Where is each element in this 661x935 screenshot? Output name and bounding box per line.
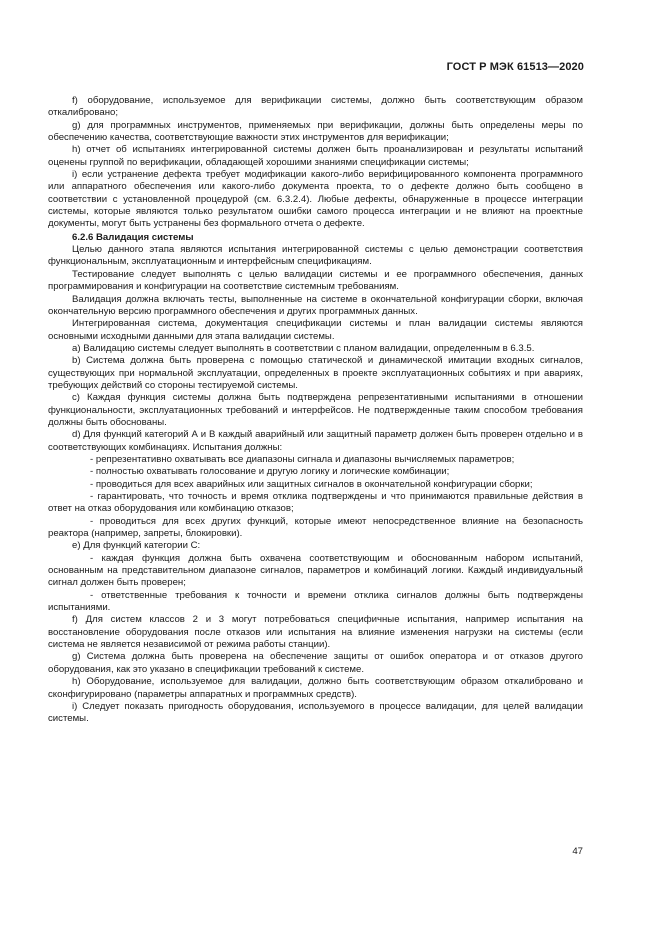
dash-item: - проводиться для всех других функций, которые имеют непосредственное влияние на безопасность реактора (например, запреты, блокировки). — [48, 515, 583, 540]
page-number: 47 — [572, 846, 583, 857]
dash-item: - ответственные требования к точности и времени отклика сигналов должны быть подтверждены испытаниями. — [48, 589, 583, 614]
dash-item: - проводиться для всех аварийных или защитных сигналов в окончательной конфигурации сборки; — [90, 478, 533, 490]
paragraph: Валидация должна включать тесты, выполненные на системе в окончательной конфигурации сборки, включая окончательную версию программного обеспечения и других программных данных. — [48, 293, 583, 317]
list-item: h) отчет об испытаниях интегрированной системы должен быть проанализирован и результаты испытаний оценены группой по верификации, обладающей хорошими знаниями спецификации системы; — [48, 144, 583, 168]
section-heading: 6.2.6 Валидация системы — [72, 231, 194, 243]
list-item: b) Система должна быть проверена с помощью статической и динамической имитации входных сигналов, существующих при нормальной эксплуатации, определенных в проекте эксплуатационных событиях и при авариях, требующих действий со стороны тестируемой системы. — [48, 355, 583, 391]
list-item: f) оборудование, используемое для верификации системы, должно быть соответствующим образом откалибровано; — [48, 95, 583, 119]
list-item: i) Следует показать пригодность оборудования, используемого в процессе валидации, для целей валидации системы. — [48, 700, 583, 725]
paragraph: Интегрированная система, документация спецификации системы и план валидации системы являются основными исходными данными для этапа валидации системы. — [48, 318, 583, 342]
list-item: i) если устранение дефекта требует модификации какого-либо верифицированного компонента программного или аппаратного обеспечения или какого-либо документа проекта, то о дефекте должно быть сообщено в соответствии с установленной процедурой (см. 6.3.2.4). Любые дефекты, обнаруженные в процессе интеграции системы, которые являются только результатом ошибки самого процесса интеграции и не влияют на проектные документы, могут быть устранены без формального отчета о дефекте. — [48, 169, 583, 230]
paragraph: Тестирование следует выполнять с целью валидации системы и ее программного обеспечения, данных программирования и конфигурации на соответствие системным требованиям. — [48, 268, 583, 293]
list-item: h) Оборудование, используемое для валидации, должно быть соответствующим образом откалибровано и сконфигурировано (параметры аппаратных и программных средств). — [48, 676, 583, 700]
document-id-header: ГОСТ Р МЭК 61513—2020 — [446, 61, 584, 73]
list-item: d) Для функций категорий А и В каждый аварийный или защитный параметр должен быть проверен отдельно и в соответствующих комбинациях. Испытания должны: — [48, 429, 583, 453]
document-body — [48, 95, 583, 726]
list-item: a) Валидацию системы следует выполнять в соответствии с планом валидации, определенным в 6.3.5. — [72, 342, 535, 354]
dash-item: - репрезентативно охватывать все диапазоны сигнала и диапазоны вычисляемых параметров; — [90, 453, 515, 465]
list-item: e) Для функций категории С: — [72, 540, 201, 552]
list-item: g) Система должна быть проверена на обеспечение защиты от ошибок оператора и от отказов другого оборудования, как это указано в спецификации требований к системе. — [48, 651, 583, 675]
list-item: f) Для систем классов 2 и 3 могут потребоваться специфичные испытания, например испытания на восстановление оборудования после отказов или испытания на влияние изменения нагрузки на системы (если система не является независимой от режима работы станции). — [48, 614, 583, 651]
dash-item: - гарантировать, что точность и время отклика подтверждены и что принимаются правильные действия в ответ на отказ оборудования или комбинацию отказов; — [48, 491, 583, 515]
list-item: c) Каждая функция системы должна быть подтверждена репрезентативными испытаниями в отношении функциональности, эксплуатационных требований и интерфейсов. Не подтвержденные таким способом требования должны быть обоснованы. — [48, 392, 583, 428]
dash-item: - полностью охватывать голосование и другую логику и логические комбинации; — [90, 466, 450, 478]
paragraph: Целью данного этапа являются испытания интегрированной системы с целью демонстрации соответствия функциональным, эксплуатационным и интерфейсным спецификациям. — [48, 244, 583, 268]
dash-item: - каждая функция должна быть охвачена соответствующим и обоснованным набором испытаний, основанным на представительном диапазоне сигналов, параметров и комбинаций логики. Каждый индивидуальный сигнал должен быть проверен; — [48, 552, 583, 589]
list-item: g) для программных инструментов, применяемых при верификации, должны быть определены меры по обеспечению качества, соответствующие важности этих инструментов для верификации; — [48, 119, 583, 144]
